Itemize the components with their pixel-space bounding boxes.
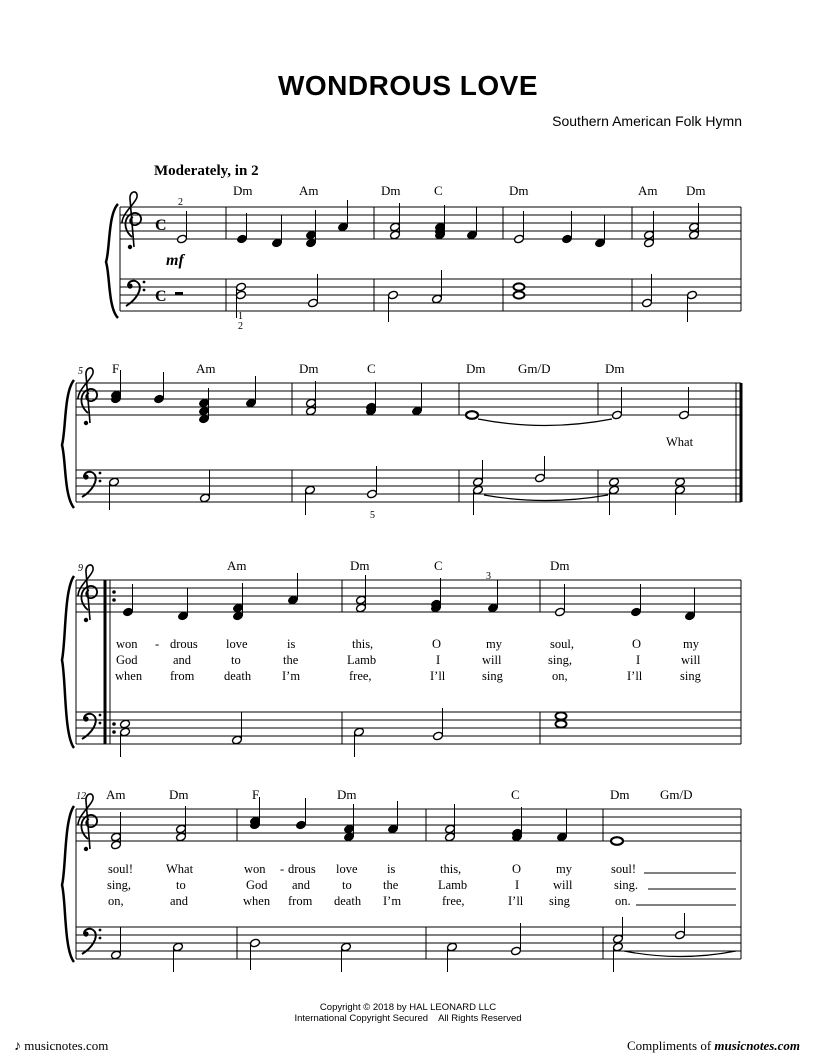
lyric-syllable: soul! [108, 862, 133, 876]
lyrics-verse-1 [108, 862, 736, 876]
lyric-syllable: is [387, 862, 396, 876]
chord-symbol: Am [106, 787, 126, 802]
chord-symbol: Dm [686, 183, 706, 198]
lyric-syllable: love [336, 862, 358, 876]
chord-symbol: Dm [466, 361, 486, 376]
chord-symbol: Gm/D [660, 787, 693, 802]
system-brace [106, 204, 118, 318]
lyric-syllable: will [681, 653, 701, 667]
bass-clef-icon [82, 714, 101, 739]
treble-staff [76, 383, 741, 415]
copyright-line: Copyright © 2018 by HAL LEONARD LLC [319, 1002, 497, 1013]
lyric-syllable: and [170, 894, 189, 908]
lyric-syllable: my [556, 862, 572, 876]
lyric-syllable: I’m [282, 669, 301, 683]
lyric-syllable: sing [549, 894, 570, 908]
chord-symbol: Am [299, 183, 319, 198]
lyric-syllable: when [243, 894, 271, 908]
lyric-syllable: - [155, 637, 160, 651]
time-signature: C [155, 288, 167, 305]
lyric-syllable: O [632, 637, 642, 651]
bass-staff [76, 712, 741, 744]
lyric-syllable: will [482, 653, 502, 667]
system-2 [62, 361, 741, 521]
measure-number: 12 [76, 791, 86, 802]
copyright-notice [0, 1002, 816, 1024]
copyright-line: International Copyright Secured All Rights Reserved [294, 1013, 522, 1024]
lyric-syllable: I’ll [430, 669, 446, 683]
barlines [76, 383, 741, 502]
lyric-syllable: my [683, 637, 699, 651]
lyric-syllable: - [280, 862, 285, 876]
lyric-syllable: I [636, 653, 641, 667]
treble-staff [76, 809, 741, 841]
chord-symbol: F [112, 361, 120, 376]
lyric-syllable: sing, [107, 878, 131, 892]
chord-symbols [106, 787, 693, 802]
musicnotes-brand [14, 1038, 108, 1055]
bass-clef-icon [82, 472, 101, 497]
fingering: 2 [178, 197, 183, 208]
lyric-syllable: the [283, 653, 299, 667]
chord-symbol: Dm [381, 183, 401, 198]
lyric-syllable: God [246, 878, 268, 892]
tempo-marking: Moderately, in 2 [154, 163, 259, 179]
brand-label: musicnotes.com [24, 1038, 109, 1053]
chord-symbol: Dm [509, 183, 529, 198]
lyrics-verse-3 [108, 894, 736, 908]
dynamic-marking: mf [166, 252, 184, 269]
lyric-syllable: when [115, 669, 143, 683]
chord-symbol: Am [227, 558, 247, 573]
compliments-credit [627, 1038, 800, 1054]
bass-staff [76, 470, 741, 502]
system-4 [62, 787, 741, 972]
fingering: 1 [238, 311, 243, 322]
composer-credit: Southern American Folk Hymn [552, 113, 742, 129]
chord-symbol: Dm [337, 787, 357, 802]
treble-notes [110, 797, 623, 850]
lyric-syllable: I [515, 878, 520, 892]
chord-symbol: Dm [169, 787, 189, 802]
lyric-syllable: I’ll [627, 669, 643, 683]
chord-symbol: C [434, 558, 443, 573]
chord-symbol: F [252, 787, 260, 802]
chord-symbol: Gm/D [518, 361, 551, 376]
system-1 [106, 183, 741, 332]
lyric-syllable: drous [288, 862, 316, 876]
lyric-syllable: love [226, 637, 248, 651]
chord-symbols [112, 361, 625, 376]
lyric-syllable: on. [615, 894, 631, 908]
bass-notes [235, 270, 697, 322]
chord-symbol: Dm [233, 183, 253, 198]
lyric-syllable: death [334, 894, 362, 908]
treble-clef-icon [122, 192, 141, 249]
lyric-syllable: won [116, 637, 138, 651]
chord-symbol: Am [638, 183, 658, 198]
lyric-syllable: Lamb [347, 653, 377, 667]
compliments-brand: musicnotes.com [714, 1038, 800, 1053]
compliments-prefix: Compliments of [627, 1038, 715, 1053]
half-rest [175, 292, 183, 295]
lyrics-verse-1 [116, 637, 700, 651]
bass-notes [119, 708, 566, 757]
system-brace [62, 806, 74, 962]
chord-symbol: Dm [550, 558, 570, 573]
musicnotes-logo-icon: ♪ [14, 1039, 21, 1054]
lyric-syllable: to [342, 878, 352, 892]
lyric-syllable: and [292, 878, 311, 892]
bass-clef-icon [126, 281, 145, 306]
lyric-syllable: What [666, 435, 694, 449]
lyric-syllable: O [512, 862, 522, 876]
system-brace [62, 576, 74, 748]
fingering: 5 [370, 510, 375, 521]
lyric-syllable: O [432, 637, 442, 651]
measure-number: 5 [78, 366, 83, 377]
lyric-syllable: will [553, 878, 573, 892]
lyric-syllable: is [287, 637, 296, 651]
lyric-syllable: on, [108, 894, 124, 908]
chord-symbol: Dm [350, 558, 370, 573]
lyric-syllable: What [166, 862, 194, 876]
lyric-syllable: to [231, 653, 241, 667]
lyric-syllable: this, [352, 637, 374, 651]
lyric-syllable: Lamb [438, 878, 468, 892]
treble-staff [76, 580, 741, 612]
chord-symbol: Dm [605, 361, 625, 376]
lyric-syllable: sing [482, 669, 503, 683]
lyrics-verse-2 [116, 653, 701, 667]
chord-symbol: C [434, 183, 443, 198]
time-signature: C [155, 217, 167, 234]
lyric-syllable: free, [442, 894, 465, 908]
lyric-syllable: God [116, 653, 138, 667]
lyric-syllable: free, [349, 669, 372, 683]
lyric-syllable: soul, [550, 637, 574, 651]
lyric-syllable: I’ll [508, 894, 524, 908]
system-3 [62, 558, 741, 757]
lyric-syllable: death [224, 669, 252, 683]
treble-clef-icon [78, 794, 97, 851]
lyric-syllable: from [288, 894, 313, 908]
lyric-syllable: soul! [611, 862, 636, 876]
chord-symbol: Am [196, 361, 216, 376]
lyric-syllable: sing [680, 669, 701, 683]
chord-symbol: C [367, 361, 376, 376]
chord-symbol: C [511, 787, 520, 802]
lyric-syllable: won [244, 862, 266, 876]
chord-symbols [233, 183, 706, 198]
lyric-syllable: drous [170, 637, 198, 651]
lyric-syllable: to [176, 878, 186, 892]
treble-notes [110, 370, 689, 426]
fingering: 2 [238, 321, 243, 332]
chord-symbol: Dm [610, 787, 630, 802]
bass-clef-icon [82, 929, 101, 954]
measure-number: 9 [78, 563, 83, 574]
lyric-syllable: and [173, 653, 192, 667]
lyric-syllable: sing, [548, 653, 572, 667]
chord-symbols [227, 558, 570, 573]
lyric-syllable: my [486, 637, 502, 651]
lyric-syllable: from [170, 669, 195, 683]
lyric-syllable: this, [440, 862, 462, 876]
page-title: WONDROUS LOVE [277, 70, 539, 101]
lyric-syllable: I [436, 653, 441, 667]
chord-symbol: Dm [299, 361, 319, 376]
system-brace [62, 380, 74, 508]
lyrics-verse-2 [107, 878, 736, 892]
lyric-syllable: on, [552, 669, 568, 683]
lyric-syllable: the [383, 878, 399, 892]
fingering: 3 [486, 571, 491, 582]
lyric-syllable: I’m [383, 894, 402, 908]
lyrics-verse-3 [115, 669, 702, 683]
lyric-syllable: sing. [614, 878, 638, 892]
